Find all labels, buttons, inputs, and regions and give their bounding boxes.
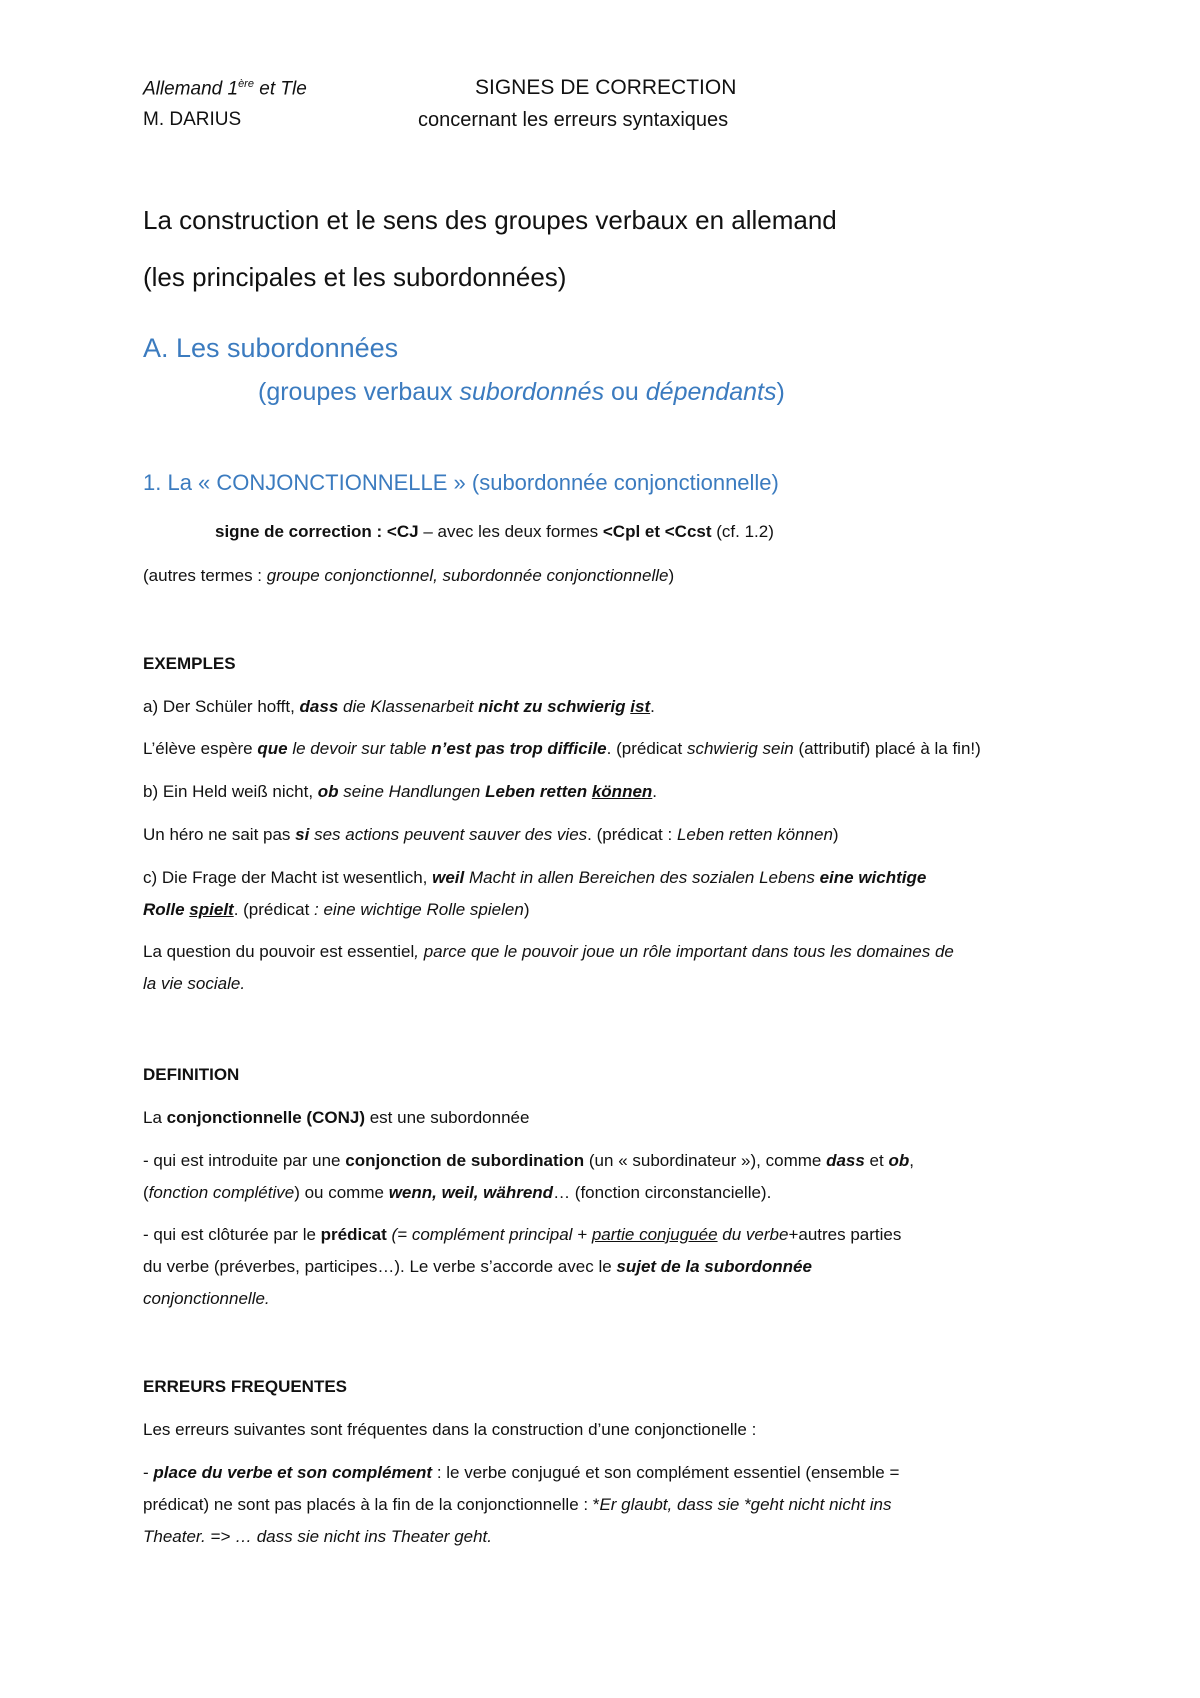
definition-line6: conjonctionnelle. (143, 1289, 270, 1308)
correction-sign-line: signe de correction : <CJ – avec les deux formes <Cpl et <Ccst (cf. 1.2) (215, 522, 774, 541)
page-title-line1: La construction et le sens des groupes verbaux en allemand (143, 205, 837, 235)
example-a-french: L’élève espère que le devoir sur table n’est pas trop difficile. (prédicat schwierig sein (attributif) placé à la fin!) (143, 739, 981, 758)
header-course: Allemand 1ère et Tle (143, 78, 307, 100)
errors-intro: Les erreurs suivantes sont fréquentes dans la construction d’une conjonctionelle : (143, 1420, 757, 1439)
definition-heading: DEFINITION (143, 1065, 240, 1084)
example-b-german: b) Ein Held weiß nicht, ob seine Handlungen Leben retten können. (143, 782, 658, 801)
other-terms-line: (autres termes : groupe conjonctionnel, subordonnée conjonctionnelle) (143, 566, 675, 585)
header-doc-title: SIGNES DE CORRECTION (475, 76, 737, 99)
example-c-german-line2: Rolle spielt. (prédicat : eine wichtige Rolle spielen) (143, 900, 530, 919)
examples-heading: EXEMPLES (143, 654, 236, 673)
section-1-heading: 1. La « CONJONCTIONNELLE » (subordonnée conjonctionnelle) (143, 470, 779, 495)
example-c-french-line2: la vie sociale. (143, 974, 246, 993)
definition-line3: (fonction complétive) ou comme wenn, weil, während… (fonction circonstancielle). (143, 1183, 772, 1202)
errors-heading: ERREURS FREQUENTES (143, 1377, 348, 1396)
example-c-french-line1: La question du pouvoir est essentiel, parce que le pouvoir joue un rôle important dans tous les domaines de (143, 942, 954, 961)
definition-line4: - qui est clôturée par le prédicat (= complément principal + partie conjuguée du verbe+autres parties (143, 1225, 902, 1244)
example-b-french: Un héro ne sait pas si ses actions peuvent sauver des vies. (prédicat : Leben retten können) (143, 825, 839, 844)
definition-line1: La conjonctionnelle (CONJ) est une subordonnée (143, 1108, 530, 1127)
definition-line5: du verbe (préverbes, participes…). Le verbe s’accorde avec le sujet de la subordonnée (143, 1257, 812, 1276)
definition-line2: - qui est introduite par une conjonction de subordination (un « subordinateur »), comme dass et ob, (143, 1151, 914, 1170)
page-title-line2: (les principales et les subordonnées) (143, 262, 567, 292)
section-a-heading: A. Les subordonnées (143, 333, 399, 363)
error-1-line1: - place du verbe et son complément : le verbe conjugué et son complément essentiel (ensemble = (143, 1463, 900, 1482)
example-a-german: a) Der Schüler hofft, dass die Klassenarbeit nicht zu schwierig ist. (143, 697, 655, 716)
header-teacher: M. DARIUS (143, 109, 242, 130)
header-doc-subtitle: concernant les erreurs syntaxiques (418, 109, 729, 131)
error-1-line3: Theater. => … dass sie nicht ins Theater geht. (143, 1527, 492, 1546)
example-c-german-line1: c) Die Frage der Macht ist wesentlich, weil Macht in allen Bereichen des sozialen Lebens eine wichtige (143, 868, 927, 887)
section-a-subheading: (groupes verbaux subordonnés ou dépendants) (258, 378, 785, 406)
error-1-line2: prédicat) ne sont pas placés à la fin de la conjonctionnelle : *Er glaubt, dass sie *geht nicht nicht ins (143, 1495, 892, 1514)
